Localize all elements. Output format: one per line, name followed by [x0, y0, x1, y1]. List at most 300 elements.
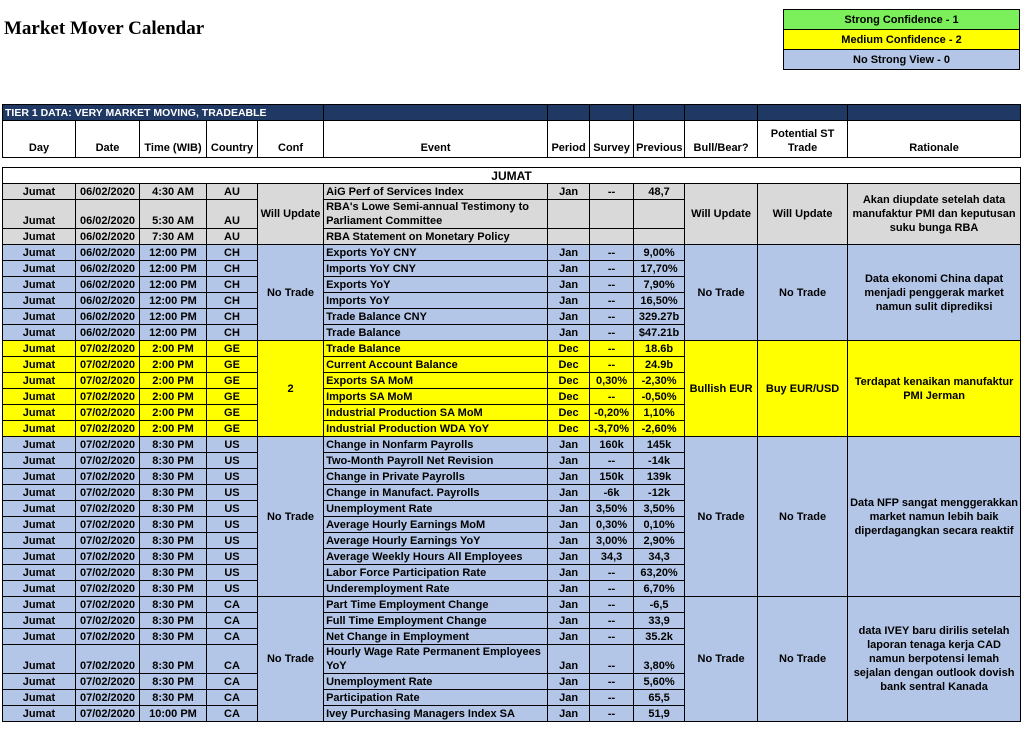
cell-country: CA	[207, 690, 258, 706]
cell-date: 07/02/2020	[76, 706, 140, 722]
cell-survey: 3,50%	[590, 501, 634, 517]
cell-survey: 0,30%	[590, 373, 634, 389]
calendar-table	[2, 104, 1021, 722]
cell-survey: --	[590, 629, 634, 645]
cell-period: Jan	[548, 245, 590, 261]
cell-event: Imports YoY	[324, 293, 548, 309]
legend-none: No Strong View - 0	[784, 50, 1020, 70]
cell-time: 8:30 PM	[140, 469, 207, 485]
cell-period: Jan	[548, 309, 590, 325]
cell-previous: $47.21b	[634, 325, 685, 341]
cell-potential: No Trade	[758, 245, 848, 341]
cell-event: Change in Nonfarm Payrolls	[324, 437, 548, 453]
cell-period: Dec	[548, 357, 590, 373]
cell-conf: No Trade	[258, 437, 324, 597]
header-country: Country	[207, 121, 258, 158]
legend-medium: Medium Confidence - 2	[784, 30, 1020, 50]
cell-survey: --	[590, 277, 634, 293]
cell-period: Jan	[548, 549, 590, 565]
cell-event: Unemployment Rate	[324, 674, 548, 690]
cell-country: CA	[207, 629, 258, 645]
cell-day: Jumat	[3, 437, 76, 453]
cell-event: Change in Manufact. Payrolls	[324, 485, 548, 501]
cell-period: Jan	[548, 261, 590, 277]
cell-date: 07/02/2020	[76, 597, 140, 613]
cell-date: 07/02/2020	[76, 674, 140, 690]
cell-previous: 5,60%	[634, 674, 685, 690]
cell-time: 8:30 PM	[140, 597, 207, 613]
cell-period	[548, 229, 590, 245]
cell-day: Jumat	[3, 373, 76, 389]
cell-time: 2:00 PM	[140, 341, 207, 357]
cell-date: 07/02/2020	[76, 389, 140, 405]
cell-country: GE	[207, 373, 258, 389]
cell-survey: --	[590, 261, 634, 277]
cell-rationale: Data ekonomi China dapat menjadi penggerak market namun sulit diprediksi	[848, 245, 1021, 341]
header-day: Day	[3, 121, 76, 158]
cell-previous: -2,60%	[634, 421, 685, 437]
cell-date: 06/02/2020	[76, 245, 140, 261]
table-row	[3, 245, 1021, 261]
cell-previous: -0,50%	[634, 389, 685, 405]
cell-country: CA	[207, 597, 258, 613]
cell-event: Exports SA MoM	[324, 373, 548, 389]
cell-country: GE	[207, 421, 258, 437]
cell-time: 12:00 PM	[140, 245, 207, 261]
cell-time: 10:00 PM	[140, 706, 207, 722]
cell-date: 07/02/2020	[76, 453, 140, 469]
cell-event: RBA's Lowe Semi-annual Testimony to Parliament Committee	[324, 200, 548, 229]
cell-day: Jumat	[3, 261, 76, 277]
section-row	[3, 168, 1021, 184]
cell-date: 07/02/2020	[76, 690, 140, 706]
cell-survey: --	[590, 690, 634, 706]
cell-time: 8:30 PM	[140, 613, 207, 629]
cell-day: Jumat	[3, 597, 76, 613]
header-period: Period	[548, 121, 590, 158]
cell-date: 07/02/2020	[76, 421, 140, 437]
cell-date: 07/02/2020	[76, 485, 140, 501]
cell-country: US	[207, 485, 258, 501]
cell-day: Jumat	[3, 674, 76, 690]
cell-previous: 329.27b	[634, 309, 685, 325]
cell-survey: --	[590, 341, 634, 357]
cell-previous: 3,50%	[634, 501, 685, 517]
cell-event: Exports YoY	[324, 277, 548, 293]
cell-event: Trade Balance CNY	[324, 309, 548, 325]
cell-period: Jan	[548, 613, 590, 629]
cell-country: US	[207, 469, 258, 485]
cell-previous: 48,7	[634, 184, 685, 200]
cell-event: Current Account Balance	[324, 357, 548, 373]
cell-period: Jan	[548, 565, 590, 581]
cell-period: Jan	[548, 597, 590, 613]
cell-day: Jumat	[3, 549, 76, 565]
cell-time: 8:30 PM	[140, 674, 207, 690]
cell-period: Jan	[548, 581, 590, 597]
cell-survey: -3,70%	[590, 421, 634, 437]
table-row	[3, 341, 1021, 357]
cell-bullbear: Bullish EUR	[685, 341, 758, 437]
cell-survey: --	[590, 357, 634, 373]
cell-survey: --	[590, 453, 634, 469]
cell-time: 12:00 PM	[140, 261, 207, 277]
cell-event: Imports SA MoM	[324, 389, 548, 405]
cell-period: Jan	[548, 517, 590, 533]
cell-survey: 34,3	[590, 549, 634, 565]
cell-period: Jan	[548, 501, 590, 517]
cell-time: 2:00 PM	[140, 421, 207, 437]
cell-time: 8:30 PM	[140, 533, 207, 549]
cell-previous: 139k	[634, 469, 685, 485]
cell-previous: 63,20%	[634, 565, 685, 581]
cell-survey: --	[590, 674, 634, 690]
cell-day: Jumat	[3, 229, 76, 245]
cell-previous	[634, 229, 685, 245]
cell-event: Industrial Production SA MoM	[324, 405, 548, 421]
cell-previous: 35.2k	[634, 629, 685, 645]
cell-previous: -6,5	[634, 597, 685, 613]
cell-time: 2:00 PM	[140, 357, 207, 373]
cell-previous: 16,50%	[634, 293, 685, 309]
cell-date: 06/02/2020	[76, 229, 140, 245]
cell-conf: No Trade	[258, 245, 324, 341]
cell-period: Dec	[548, 341, 590, 357]
cell-survey	[590, 200, 634, 229]
cell-day: Jumat	[3, 184, 76, 200]
cell-survey: 160k	[590, 437, 634, 453]
cell-time: 12:00 PM	[140, 277, 207, 293]
cell-previous: 0,10%	[634, 517, 685, 533]
cell-country: US	[207, 533, 258, 549]
cell-time: 2:00 PM	[140, 389, 207, 405]
cell-country: CH	[207, 325, 258, 341]
cell-time: 8:30 PM	[140, 629, 207, 645]
column-header-row	[3, 121, 1021, 158]
cell-previous: 65,5	[634, 690, 685, 706]
cell-date: 07/02/2020	[76, 629, 140, 645]
cell-date: 07/02/2020	[76, 341, 140, 357]
cell-date: 07/02/2020	[76, 517, 140, 533]
cell-date: 07/02/2020	[76, 357, 140, 373]
cell-period: Dec	[548, 373, 590, 389]
cell-rationale: Terdapat kenaikan manufaktur PMI Jerman	[848, 341, 1021, 437]
cell-time: 7:30 AM	[140, 229, 207, 245]
cell-day: Jumat	[3, 645, 76, 674]
cell-day: Jumat	[3, 517, 76, 533]
cell-event: Ivey Purchasing Managers Index SA	[324, 706, 548, 722]
cell-survey: --	[590, 706, 634, 722]
cell-date: 07/02/2020	[76, 613, 140, 629]
cell-period: Jan	[548, 293, 590, 309]
cell-survey: --	[590, 565, 634, 581]
cell-country: US	[207, 565, 258, 581]
cell-day: Jumat	[3, 357, 76, 373]
cell-conf: Will Update	[258, 184, 324, 245]
cell-country: US	[207, 549, 258, 565]
cell-day: Jumat	[3, 613, 76, 629]
cell-country: CA	[207, 706, 258, 722]
cell-survey: --	[590, 325, 634, 341]
cell-country: CH	[207, 309, 258, 325]
cell-time: 4:30 AM	[140, 184, 207, 200]
cell-period: Dec	[548, 389, 590, 405]
cell-time: 8:30 PM	[140, 690, 207, 706]
cell-event: RBA Statement on Monetary Policy	[324, 229, 548, 245]
cell-previous: 1,10%	[634, 405, 685, 421]
cell-time: 2:00 PM	[140, 373, 207, 389]
cell-event: Industrial Production WDA YoY	[324, 421, 548, 437]
cell-survey: --	[590, 389, 634, 405]
cell-previous: 51,9	[634, 706, 685, 722]
cell-survey: --	[590, 613, 634, 629]
cell-date: 06/02/2020	[76, 325, 140, 341]
cell-previous: 17,70%	[634, 261, 685, 277]
cell-survey: 150k	[590, 469, 634, 485]
cell-survey: -6k	[590, 485, 634, 501]
cell-date: 07/02/2020	[76, 645, 140, 674]
cell-previous: 7,90%	[634, 277, 685, 293]
cell-event: Full Time Employment Change	[324, 613, 548, 629]
cell-country: US	[207, 453, 258, 469]
cell-bullbear: Will Update	[685, 184, 758, 245]
cell-previous: 18.6b	[634, 341, 685, 357]
cell-period: Jan	[548, 645, 590, 674]
cell-period: Dec	[548, 421, 590, 437]
cell-potential: Will Update	[758, 184, 848, 245]
cell-date: 07/02/2020	[76, 549, 140, 565]
cell-rationale: data IVEY baru dirilis setelah laporan tenaga kerja CAD namun berpotensi lemah sejalan dengan outlook dovish bank sentral Kanada	[848, 597, 1021, 722]
cell-day: Jumat	[3, 501, 76, 517]
cell-event: Two-Month Payroll Net Revision	[324, 453, 548, 469]
cell-time: 8:30 PM	[140, 501, 207, 517]
cell-previous: 145k	[634, 437, 685, 453]
cell-time: 12:00 PM	[140, 293, 207, 309]
cell-event: Hourly Wage Rate Permanent Employees YoY	[324, 645, 548, 674]
header-time: Time (WIB)	[140, 121, 207, 158]
tier-label: TIER 1 DATA: VERY MARKET MOVING, TRADEABLE	[3, 105, 324, 121]
cell-previous: -14k	[634, 453, 685, 469]
cell-day: Jumat	[3, 469, 76, 485]
cell-previous	[634, 200, 685, 229]
cell-day: Jumat	[3, 565, 76, 581]
cell-day: Jumat	[3, 453, 76, 469]
header-survey: Survey	[590, 121, 634, 158]
cell-day: Jumat	[3, 706, 76, 722]
confidence-legend	[783, 9, 1020, 70]
cell-event: Net Change in Employment	[324, 629, 548, 645]
cell-day: Jumat	[3, 629, 76, 645]
cell-country: CH	[207, 277, 258, 293]
cell-day: Jumat	[3, 485, 76, 501]
page-title: Market Mover Calendar	[4, 18, 205, 39]
cell-survey	[590, 229, 634, 245]
header-potential: Potential ST Trade	[758, 121, 848, 158]
cell-date: 06/02/2020	[76, 277, 140, 293]
cell-day: Jumat	[3, 405, 76, 421]
cell-country: AU	[207, 200, 258, 229]
cell-day: Jumat	[3, 533, 76, 549]
cell-event: Average Weekly Hours All Employees	[324, 549, 548, 565]
cell-previous: 6,70%	[634, 581, 685, 597]
spacer-row	[3, 158, 1021, 168]
cell-day: Jumat	[3, 325, 76, 341]
cell-date: 06/02/2020	[76, 309, 140, 325]
cell-previous: 3,80%	[634, 645, 685, 674]
cell-potential: No Trade	[758, 437, 848, 597]
cell-event: AiG Perf of Services Index	[324, 184, 548, 200]
cell-survey: --	[590, 293, 634, 309]
cell-period: Jan	[548, 469, 590, 485]
cell-previous: -2,30%	[634, 373, 685, 389]
cell-survey: --	[590, 645, 634, 674]
table-row	[3, 184, 1021, 200]
header-conf: Conf	[258, 121, 324, 158]
cell-day: Jumat	[3, 690, 76, 706]
cell-country: CH	[207, 293, 258, 309]
cell-event: Labor Force Participation Rate	[324, 565, 548, 581]
table-row	[3, 437, 1021, 453]
cell-rationale: Data NFP sangat menggerakkan market namun lebih baik diperdagangkan secara reaktif	[848, 437, 1021, 597]
cell-period: Dec	[548, 405, 590, 421]
cell-potential: Buy EUR/USD	[758, 341, 848, 437]
cell-bullbear: No Trade	[685, 437, 758, 597]
cell-day: Jumat	[3, 421, 76, 437]
cell-time: 8:30 PM	[140, 549, 207, 565]
cell-event: Underemployment Rate	[324, 581, 548, 597]
cell-event: Participation Rate	[324, 690, 548, 706]
cell-previous: 2,90%	[634, 533, 685, 549]
cell-country: CA	[207, 645, 258, 674]
cell-previous: 33,9	[634, 613, 685, 629]
cell-day: Jumat	[3, 245, 76, 261]
cell-potential: No Trade	[758, 597, 848, 722]
cell-time: 8:30 PM	[140, 581, 207, 597]
cell-date: 07/02/2020	[76, 469, 140, 485]
cell-time: 12:00 PM	[140, 325, 207, 341]
cell-country: GE	[207, 389, 258, 405]
cell-date: 06/02/2020	[76, 261, 140, 277]
cell-event: Imports YoY CNY	[324, 261, 548, 277]
cell-survey: --	[590, 581, 634, 597]
cell-period: Jan	[548, 437, 590, 453]
cell-previous: 9,00%	[634, 245, 685, 261]
cell-day: Jumat	[3, 277, 76, 293]
cell-period: Jan	[548, 674, 590, 690]
cell-country: AU	[207, 184, 258, 200]
cell-country: CH	[207, 245, 258, 261]
legend-strong: Strong Confidence - 1	[784, 10, 1020, 30]
header-previous: Previous	[634, 121, 685, 158]
cell-time: 8:30 PM	[140, 565, 207, 581]
cell-period	[548, 200, 590, 229]
cell-country: US	[207, 501, 258, 517]
cell-country: GE	[207, 357, 258, 373]
cell-survey: --	[590, 309, 634, 325]
cell-country: US	[207, 581, 258, 597]
cell-event: Trade Balance	[324, 341, 548, 357]
cell-event: Trade Balance	[324, 325, 548, 341]
cell-event: Part Time Employment Change	[324, 597, 548, 613]
cell-event: Exports YoY CNY	[324, 245, 548, 261]
cell-period: Jan	[548, 453, 590, 469]
table-row	[3, 597, 1021, 613]
cell-previous: 34,3	[634, 549, 685, 565]
tier-header-row	[3, 105, 1021, 121]
cell-time: 8:30 PM	[140, 517, 207, 533]
cell-survey: --	[590, 184, 634, 200]
cell-country: US	[207, 517, 258, 533]
cell-time: 8:30 PM	[140, 645, 207, 674]
cell-time: 2:00 PM	[140, 405, 207, 421]
cell-previous: -12k	[634, 485, 685, 501]
cell-date: 07/02/2020	[76, 373, 140, 389]
cell-time: 8:30 PM	[140, 437, 207, 453]
cell-day: Jumat	[3, 200, 76, 229]
cell-day: Jumat	[3, 341, 76, 357]
cell-period: Jan	[548, 533, 590, 549]
cell-bullbear: No Trade	[685, 245, 758, 341]
cell-survey: --	[590, 245, 634, 261]
cell-time: 8:30 PM	[140, 453, 207, 469]
cell-day: Jumat	[3, 309, 76, 325]
cell-period: Jan	[548, 277, 590, 293]
cell-event: Average Hourly Earnings YoY	[324, 533, 548, 549]
cell-period: Jan	[548, 485, 590, 501]
cell-period: Jan	[548, 690, 590, 706]
cell-time: 5:30 AM	[140, 200, 207, 229]
cell-survey: -0,20%	[590, 405, 634, 421]
cell-conf: 2	[258, 341, 324, 437]
cell-day: Jumat	[3, 581, 76, 597]
cell-date: 06/02/2020	[76, 200, 140, 229]
cell-country: US	[207, 437, 258, 453]
cell-country: CA	[207, 613, 258, 629]
header-event: Event	[324, 121, 548, 158]
cell-period: Jan	[548, 325, 590, 341]
cell-conf: No Trade	[258, 597, 324, 722]
cell-date: 06/02/2020	[76, 293, 140, 309]
cell-period: Jan	[548, 629, 590, 645]
cell-bullbear: No Trade	[685, 597, 758, 722]
cell-period: Jan	[548, 184, 590, 200]
cell-date: 07/02/2020	[76, 437, 140, 453]
cell-date: 07/02/2020	[76, 565, 140, 581]
cell-event: Average Hourly Earnings MoM	[324, 517, 548, 533]
header-date: Date	[76, 121, 140, 158]
cell-date: 06/02/2020	[76, 184, 140, 200]
cell-country: CA	[207, 674, 258, 690]
header-bullbear: Bull/Bear?	[685, 121, 758, 158]
cell-survey: 0,30%	[590, 517, 634, 533]
cell-date: 07/02/2020	[76, 405, 140, 421]
header-rationale: Rationale	[848, 121, 1021, 158]
cell-previous: 24.9b	[634, 357, 685, 373]
cell-event: Unemployment Rate	[324, 501, 548, 517]
cell-time: 8:30 PM	[140, 485, 207, 501]
cell-day: Jumat	[3, 293, 76, 309]
cell-country: GE	[207, 341, 258, 357]
cell-period: Jan	[548, 706, 590, 722]
cell-date: 07/02/2020	[76, 533, 140, 549]
cell-rationale: Akan diupdate setelah data manufaktur PMI dan keputusan suku bunga RBA	[848, 184, 1021, 245]
cell-country: CH	[207, 261, 258, 277]
cell-survey: 3,00%	[590, 533, 634, 549]
cell-event: Change in Private Payrolls	[324, 469, 548, 485]
cell-date: 07/02/2020	[76, 501, 140, 517]
cell-date: 07/02/2020	[76, 581, 140, 597]
section-label: JUMAT	[3, 168, 1021, 184]
